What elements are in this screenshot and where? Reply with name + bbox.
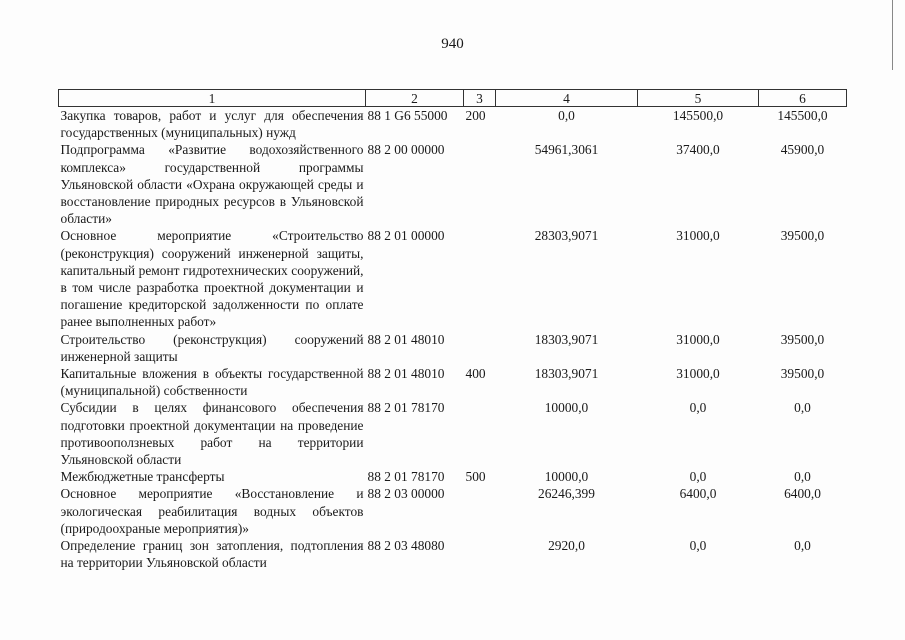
row-amount-3: 145500,0 xyxy=(777,108,828,123)
row-amount-1: 26246,399 xyxy=(538,486,595,502)
row-code: 88 2 01 78170 xyxy=(367,469,445,485)
row-amount-3: 39500,0 xyxy=(780,331,825,347)
header-cell: 4 xyxy=(496,90,638,107)
row-code: 88 2 01 48010 xyxy=(367,366,445,382)
row-amount-3: 6400,0 xyxy=(784,486,821,502)
budget-table xyxy=(58,89,847,571)
row-amount-3: 45900,0 xyxy=(780,142,825,158)
row-name: Закупка товаров, работ и услуг для обеспечения государственных (муниципальных) нужд xyxy=(60,108,364,141)
row-code: 88 2 01 78170 xyxy=(367,400,445,416)
row-expense-type xyxy=(464,141,496,227)
row-amount-1: 54961,3061 xyxy=(534,142,599,158)
header-cell: 2 xyxy=(366,90,464,107)
table-row xyxy=(59,485,847,537)
row-amount-1: 2920,0 xyxy=(548,538,585,554)
row-code: 88 2 03 48080 xyxy=(367,538,445,554)
header-cell: 3 xyxy=(464,90,496,107)
row-expense-type xyxy=(464,537,496,571)
row-amount-1: 28303,9071 xyxy=(534,228,599,244)
row-amount-2: 0,0 xyxy=(689,469,707,485)
row-name: Основное мероприятие «Строительство (реконструкция) сооружений инженерной защиты, капитальный ремонт гидротехнических сооружений, в том числе разработка проектной документации и погашение кредиторской задолженности по оплате ранее выполненных работ» xyxy=(60,228,364,330)
row-amount-3: 39500,0 xyxy=(780,228,825,244)
header-row xyxy=(59,90,847,107)
row-code: 88 2 03 00000 xyxy=(367,486,445,502)
row-amount-2: 31000,0 xyxy=(676,331,720,347)
row-expense-type xyxy=(464,331,496,365)
row-name: Межбюджетные трансферты xyxy=(60,469,225,485)
row-expense-type xyxy=(464,399,496,468)
row-amount-3: 0,0 xyxy=(794,400,811,416)
row-amount-3: 0,0 xyxy=(794,469,811,485)
table-row xyxy=(59,227,847,330)
row-amount-2: 0,0 xyxy=(689,400,707,416)
row-amount-1: 10000,0 xyxy=(544,469,589,485)
row-amount-2: 31000,0 xyxy=(676,366,720,382)
row-expense-type: 200 xyxy=(465,108,486,123)
row-expense-type xyxy=(464,485,496,537)
row-amount-2: 37400,0 xyxy=(676,142,720,158)
row-amount-3: 39500,0 xyxy=(780,366,825,382)
row-amount-1: 0,0 xyxy=(558,108,575,123)
row-expense-type: 400 xyxy=(465,366,486,382)
row-name: Капитальные вложения в объекты государственной (муниципальной) собственности xyxy=(60,366,364,399)
row-expense-type: 500 xyxy=(465,469,486,485)
row-amount-3: 0,0 xyxy=(794,538,811,554)
row-expense-type xyxy=(464,227,496,330)
page-number: 940 xyxy=(441,36,464,52)
row-name: Подпрограмма «Развитие водохозяйственного комплекса» государственной программы Ульяновской области «Охрана окружающей среды и восстановление природных ресурсов в Ульяновской области» xyxy=(60,142,364,227)
row-code: 88 2 01 00000 xyxy=(367,228,445,244)
row-name: Строительство (реконструкция) сооружений инженерной защиты xyxy=(60,331,364,364)
row-amount-2: 0,0 xyxy=(689,538,707,554)
table-row xyxy=(59,107,847,142)
table-row xyxy=(59,399,847,468)
row-name: Субсидии в целях финансового обеспечения подготовки проектной документации на проведение противооползневых работ на территории Ульяновской области xyxy=(60,400,364,468)
row-code: 88 2 00 00000 xyxy=(367,142,445,158)
row-amount-2: 6400,0 xyxy=(679,486,717,502)
row-name: Определение границ зон затопления, подтопления на территории Ульяновской области xyxy=(60,538,364,571)
header-cell: 5 xyxy=(638,90,759,107)
row-amount-2: 145500,0 xyxy=(672,108,724,123)
row-amount-2: 31000,0 xyxy=(676,228,720,244)
row-name: Основное мероприятие «Восстановление и экологическая реабилитация водных объектов (природоохраные мероприятия)» xyxy=(60,486,364,536)
table-row xyxy=(59,141,847,227)
table-row xyxy=(59,468,847,485)
header-cell: 1 xyxy=(59,90,366,107)
row-amount-1: 18303,9071 xyxy=(534,331,599,347)
row-code: 88 2 01 48010 xyxy=(367,331,445,347)
row-code: 88 1 G6 55000 xyxy=(367,108,448,123)
scan-edge-line xyxy=(892,0,893,70)
table-row xyxy=(59,365,847,399)
table-row xyxy=(59,537,847,571)
table-row xyxy=(59,331,847,365)
row-amount-1: 10000,0 xyxy=(544,400,589,416)
header-cell: 6 xyxy=(759,90,847,107)
row-amount-1: 18303,9071 xyxy=(534,366,599,382)
